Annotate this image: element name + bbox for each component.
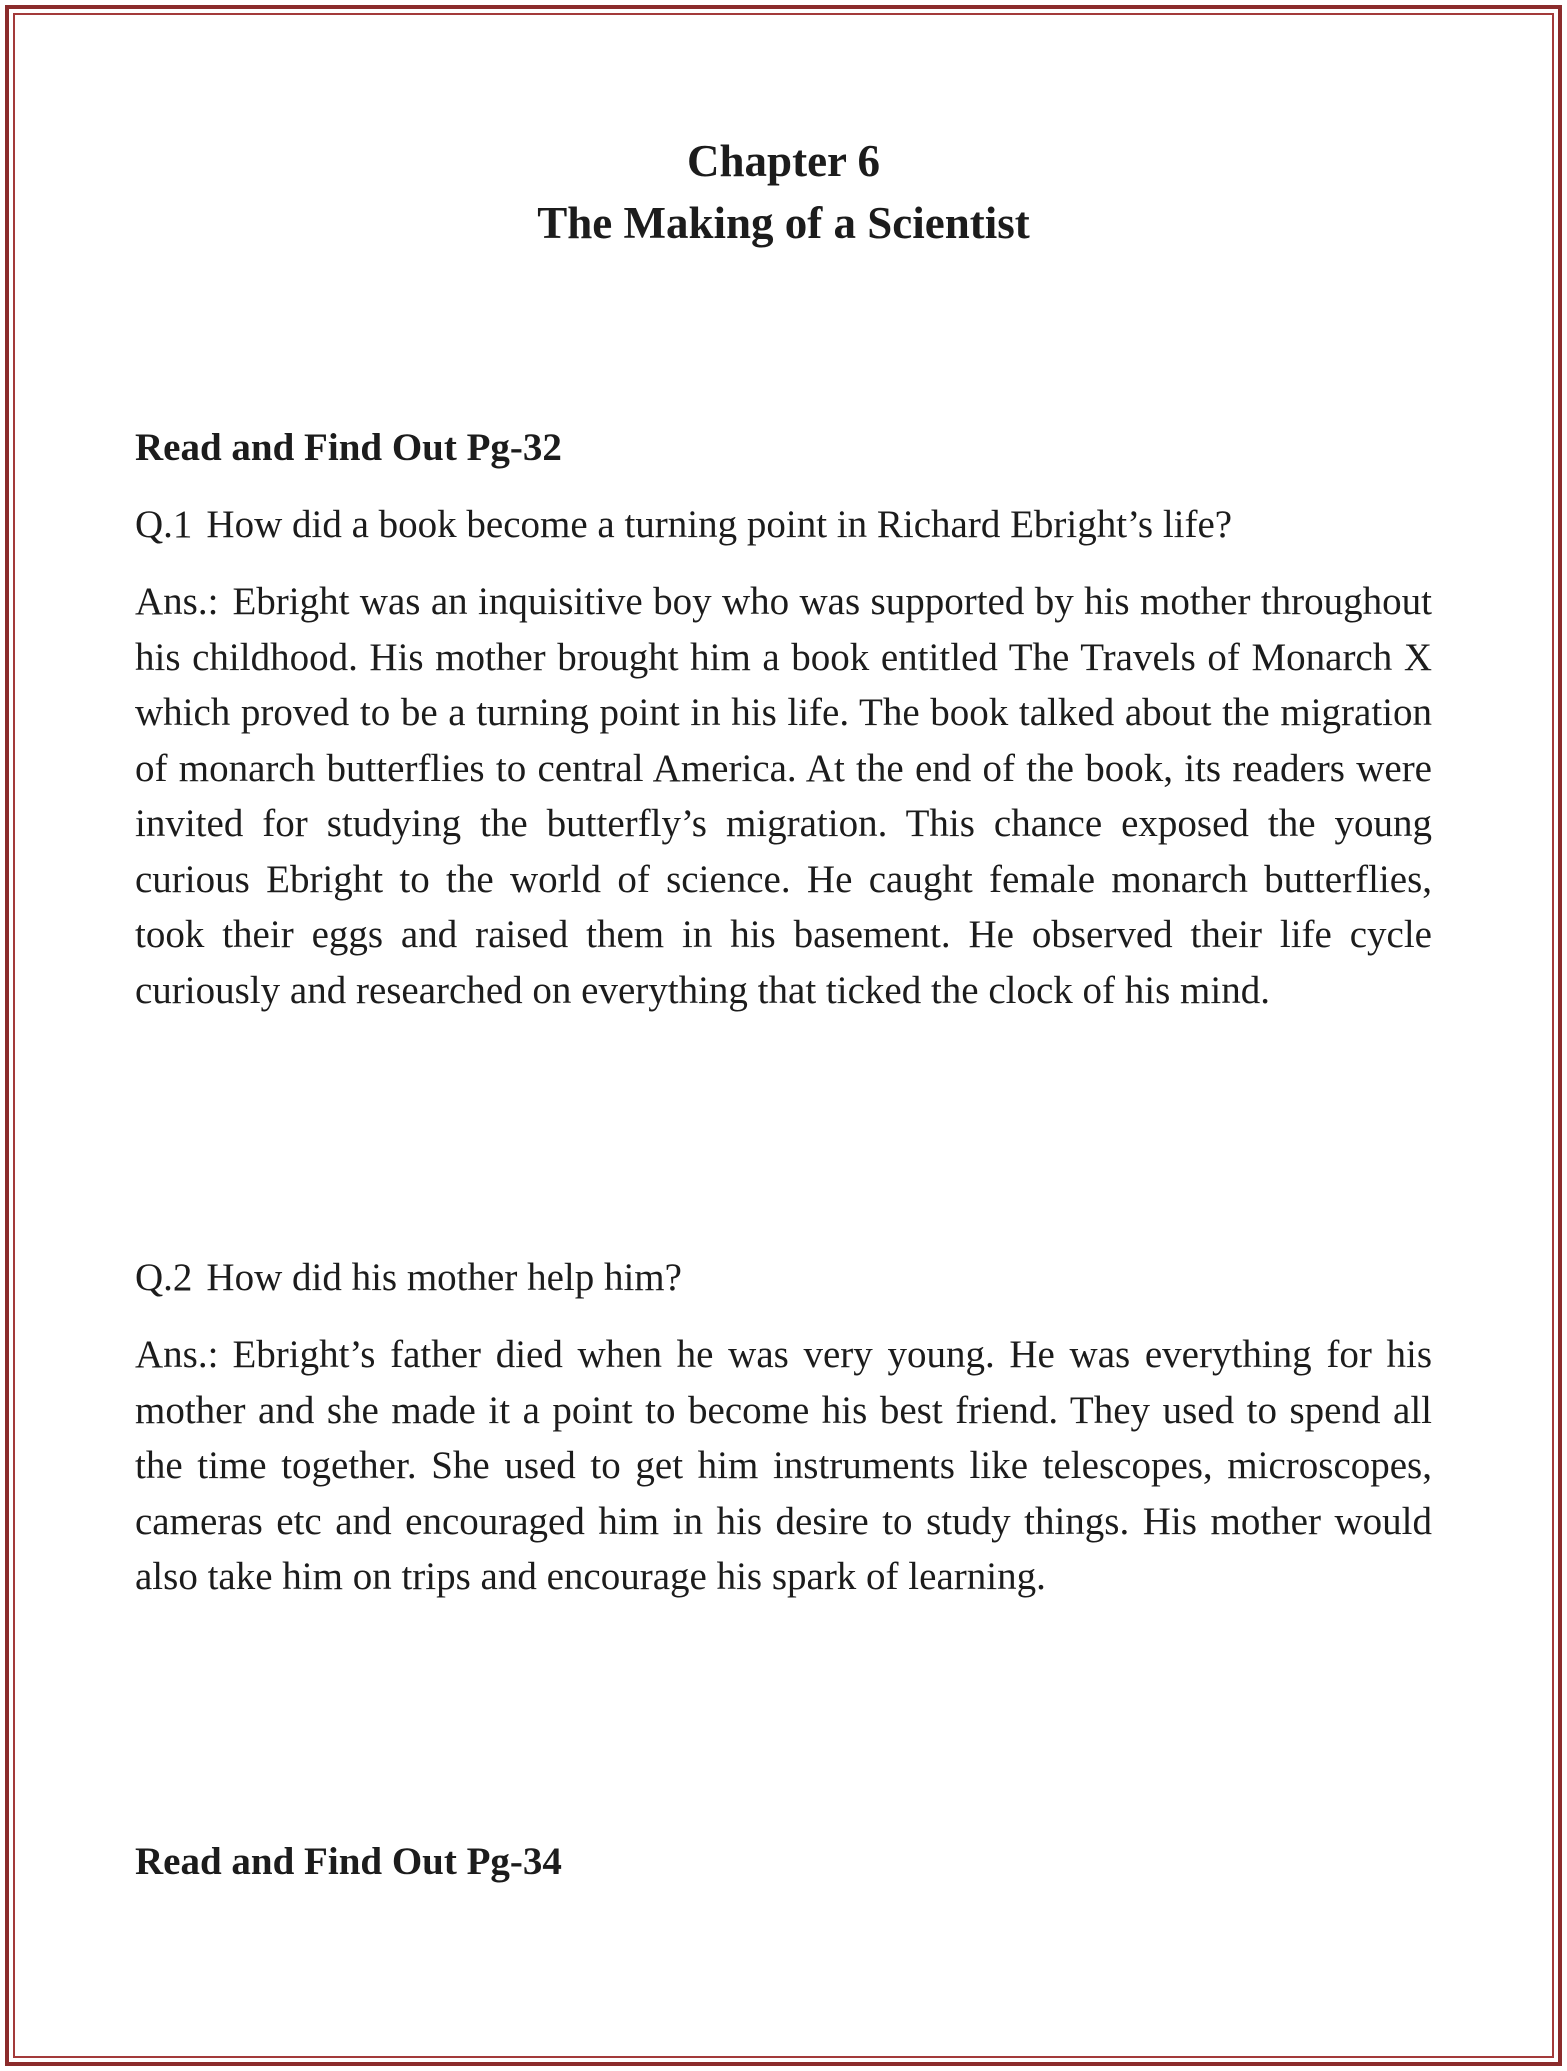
answer-label: Ans.: [135, 1333, 219, 1376]
answer-body: Ebright was an inquisitive boy who was supported by his mother throughout his childhood. His mother brought him a book entitled The Travels of Monarch X which proved to be a turning point in his life. The book talked about the migration of monarch butterflies to central America. At the end of the book, its readers were invited for studying the butterfly’s migration. This chance exposed the young curious Ebright to the world of science. He caught female monarch butterflies, took their eggs and raised them in his basement. He observed their life cycle curiously and researched on everything that ticked the clock of his mind. [135, 580, 1432, 1012]
question-body: How did his mother help him? [206, 1256, 682, 1299]
answer-body: Ebright’s father died when he was very young. He was everything for his mother and she made it a point to become his best friend. They used to spend all the time together. She used to get him instruments like telescopes, microscopes, cameras etc and encouraged him in his desire to study things. His mother would also take him on trips and encourage his spark of learning. [135, 1333, 1432, 1598]
chapter-title: The Making of a Scientist [537, 198, 1030, 248]
section-heading-pg34-block [135, 1836, 1432, 1888]
question-text [135, 1252, 1432, 1304]
question-text [135, 499, 1432, 551]
page-border-inner [13, 13, 1554, 2058]
question-body: How did a book become a turning point in Richard Ebright’s life? [206, 503, 1233, 546]
answer-label: Ans.: [135, 580, 219, 623]
answer-2 [135, 1327, 1432, 1605]
section-heading: Read and Find Out Pg-32 [135, 426, 562, 469]
question-number: Q.1 [135, 503, 193, 546]
page-border-outer [5, 5, 1562, 2066]
question-1 [135, 499, 1432, 551]
question-number: Q.2 [135, 1256, 193, 1299]
chapter-number: Chapter 6 [687, 136, 880, 186]
question-2 [135, 1252, 1432, 1304]
section-heading: Read and Find Out Pg-34 [135, 1840, 562, 1883]
answer-1 [135, 574, 1432, 1018]
chapter-title-block [0, 130, 1567, 254]
answer-text [135, 574, 1432, 1018]
section-heading-pg32-block [135, 422, 1432, 474]
answer-text [135, 1327, 1432, 1605]
